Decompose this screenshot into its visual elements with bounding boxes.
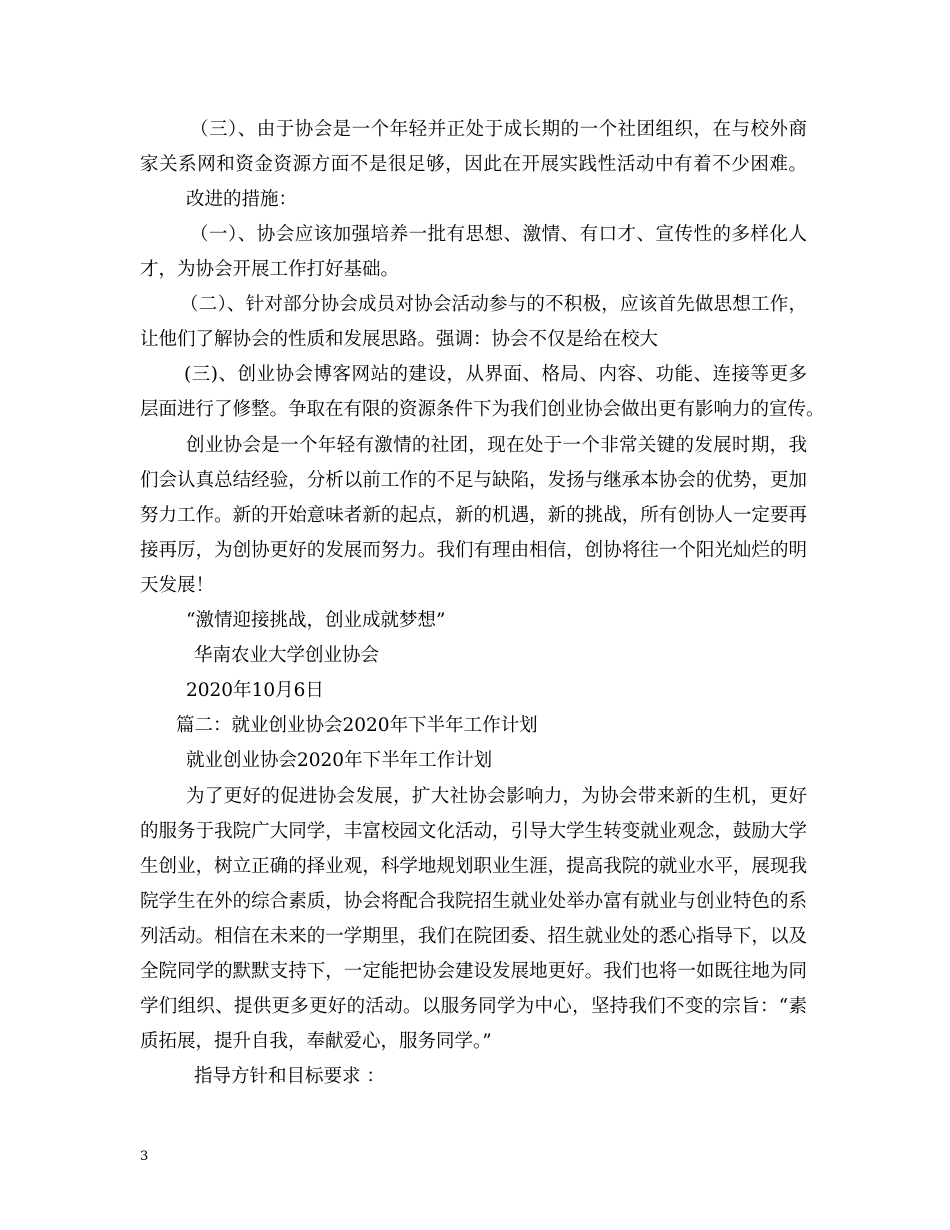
section-heading: 篇二：就业创业协会2020年下半年工作计划 bbox=[176, 715, 538, 736]
paragraph-line: 接再厉，为创协更好的发展而努力。我们有理由相信，创协将往一个阳光灿烂的明 bbox=[140, 540, 807, 561]
paragraph-line: 的服务于我院广大同学，丰富校园文化活动，引导大学生转变就业观念，鼓励大学 bbox=[140, 821, 807, 842]
paragraph-line: 们会认真总结经验，分析以前工作的不足与缺陷，发扬与继承本协会的优势，更加 bbox=[140, 470, 807, 491]
paragraph-line: 全院同学的默默支持下，一定能把协会建设发展地更好。我们也将一如既往地为同 bbox=[140, 961, 807, 982]
paragraph-line: 为了更好的促进协会发展，扩大社协会影响力，为协会带来新的生机，更好 bbox=[186, 786, 807, 807]
paragraph-line: 列活动。相信在未来的一学期里，我们在院团委、招生就业处的悉心指导下，以及 bbox=[140, 926, 807, 947]
paragraph-line: 改进的措施： bbox=[186, 189, 298, 210]
paragraph-line: （二）、针对部分协会成员对协会活动参与的不积极，应该首先做思想工作， bbox=[180, 294, 807, 315]
paragraph-line: 创业协会是一个年轻有激情的社团，现在处于一个非常关键的发展时期，我 bbox=[186, 435, 807, 456]
paragraph-line: 质拓展，提升自我，奉献爱心，服务同学。” bbox=[140, 1031, 492, 1052]
slogan-line: “激情迎接挑战，创业成就梦想” bbox=[186, 610, 446, 631]
paragraph-line: 才，为协会开展工作打好基础。 bbox=[140, 259, 400, 280]
paragraph-line: 家关系网和资金资源方面不是很足够，因此在开展实践性活动中有着不少困难。 bbox=[140, 154, 807, 175]
paragraph-line: 生创业，树立正确的择业观，科学地规划职业生涯，提高我院的就业水平，展现我 bbox=[140, 856, 807, 877]
date-line: 2020年10月6日 bbox=[186, 680, 324, 701]
paragraph-line: 层面进行了修整。争取在有限的资源条件下为我们创业协会做出更有影响力的宣传。 bbox=[140, 399, 825, 420]
page-number: 3 bbox=[140, 1149, 149, 1164]
paragraph-line: 学们组织、提供更多更好的活动。以服务同学为中心，坚持我们不变的宗旨：“素 bbox=[140, 996, 807, 1017]
paragraph-line: （三）、由于协会是一个年轻并正处于成长期的一个社团组织，在与校外商 bbox=[190, 119, 807, 140]
paragraph-line: 院学生在外的综合素质，协会将配合我院招生就业处举办富有就业与创业特色的系 bbox=[140, 891, 807, 912]
paragraph-line: (三)、创业协会博客网站的建设，从界面、格局、内容、功能、连接等更多 bbox=[184, 364, 807, 385]
paragraph-line: 努力工作。新的开始意味者新的起点，新的机遇，新的挑战，所有创协人一定要再 bbox=[140, 505, 807, 526]
paragraph-line: 让他们了解协会的性质和发展思路。强调：协会不仅是给在校大 bbox=[140, 329, 659, 350]
signature-line: 华南农业大学创业协会 bbox=[194, 645, 380, 666]
paragraph-line: （一）、协会应该加强培养一批有思想、激情、有口才、宣传性的多样化人 bbox=[190, 224, 807, 245]
paragraph-line: 天发展！ bbox=[140, 575, 215, 596]
subheading: 指导方针和目标要求 ： bbox=[194, 1066, 385, 1087]
section-title: 就业创业协会2020年下半年工作计划 bbox=[186, 750, 493, 771]
